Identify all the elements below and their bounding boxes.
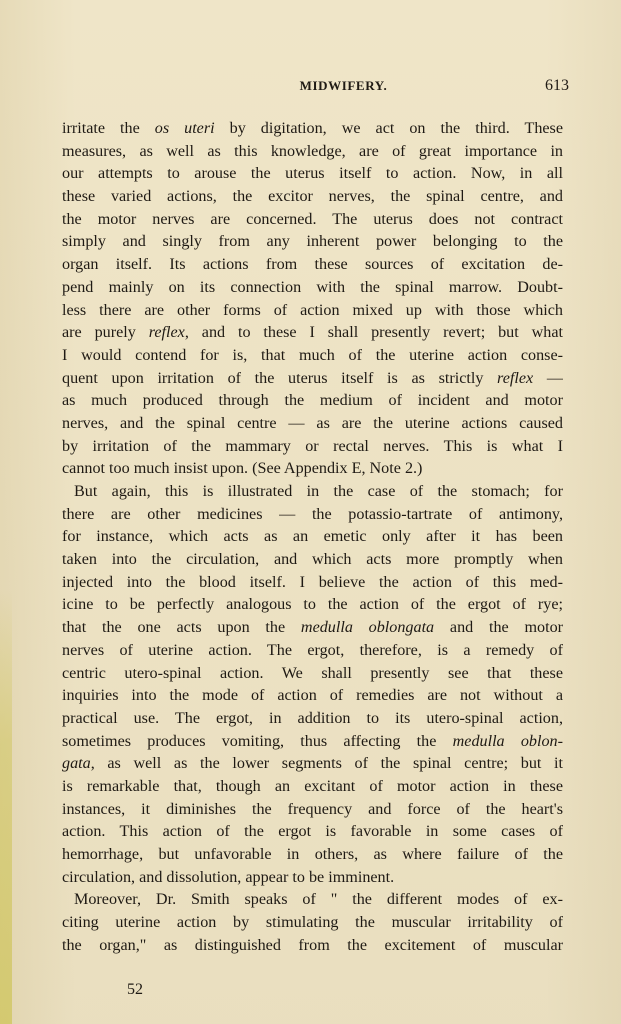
text-line: sometimes produces vomiting, thus affecting the medulla oblon-: [62, 732, 563, 750]
text-line: inquiries into the mode of action of remedies are not without a: [62, 687, 563, 705]
text-line: icine to be perfectly analogous to the action of the ergot of rye;: [62, 596, 563, 614]
text-line: practical use. The ergot, in addition to its utero-spinal action,: [62, 709, 563, 727]
text-line: pend mainly on its connection with the spinal marrow. Doubt-: [62, 278, 563, 296]
text-line: cannot too much insist upon. (See Appendix E, Note 2.): [62, 460, 423, 478]
text-line: action. This action of the ergot is favorable in some cases of: [62, 823, 563, 841]
body-text: [62, 118, 563, 957]
text-line: I would contend for is, that much of the uterine action conse-: [62, 346, 563, 364]
text-line: organ itself. Its actions from these sources of excitation de-: [62, 256, 563, 274]
text-line: centric utero-spinal action. We shall presently see that these: [62, 664, 563, 682]
text-line: our attempts to arouse the uterus itself to action. Now, in all: [62, 165, 563, 183]
text-line: by irritation of the mammary or rectal nerves. This is what I: [62, 437, 563, 455]
text-line: hemorrhage, but unfavorable in others, as where failure of the: [62, 846, 563, 863]
text-line: that the one acts upon the medulla oblongata and the motor: [62, 619, 563, 637]
text-line: citing uterine action by stimulating the muscular irritability of: [62, 914, 563, 932]
text-line: as much produced through the medium of incident and motor: [62, 392, 563, 410]
text-line: nerves of uterine action. The ergot, therefore, is a remedy of: [62, 641, 563, 659]
text-line: less there are other forms of action mixed up with those which: [62, 301, 563, 319]
text-line: the motor nerves are concerned. The uterus does not contract: [62, 210, 563, 228]
page-edge-stain: [0, 590, 12, 1024]
signature-mark: 52: [127, 981, 143, 998]
text-line: instances, it diminishes the frequency and force of the heart's: [62, 800, 563, 818]
text-line: injected into the blood itself. I believe the action of this med-: [62, 573, 563, 591]
text-line: quent upon irritation of the uterus itself is as strictly reflex —: [62, 369, 563, 387]
text-line: But again, this is illustrated in the case of the stomach; for: [74, 483, 563, 500]
page-number: 613: [545, 77, 569, 94]
running-head: MIDWIFERY.: [299, 78, 388, 93]
text-line: gata, as well as the lower segments of the spinal centre; but it: [62, 755, 563, 773]
text-line: nerves, and the spinal centre — as are the uterine actions caused: [62, 414, 563, 432]
text-line: measures, as well as this knowledge, are of great importance in: [62, 142, 563, 160]
text-line: these varied actions, the excitor nerves, the spinal centre, and: [62, 188, 563, 206]
page-header: [118, 78, 569, 98]
text-line: Moreover, Dr. Smith speaks of " the different modes of ex-: [74, 891, 563, 909]
text-line: taken into the circulation, and which acts more promptly when: [62, 551, 563, 569]
text-line: the organ," as distinguished from the excitement of muscular: [62, 936, 563, 954]
text-line: for instance, which acts as an emetic only after it has been: [62, 528, 563, 546]
text-line: simply and singly from any inherent power belonging to the: [62, 233, 563, 251]
text-line: circulation, and dissolution, appear to be imminent.: [62, 868, 395, 886]
text-line: there are other medicines — the potassio-tartrate of antimony,: [62, 505, 563, 523]
text-line: are purely reflex, and to these I shall presently revert; but what: [62, 324, 563, 342]
text-line: is remarkable that, though an excitant of motor action in these: [62, 777, 563, 795]
text-line: irritate the os uteri by digitation, we act on the third. These: [62, 120, 563, 137]
